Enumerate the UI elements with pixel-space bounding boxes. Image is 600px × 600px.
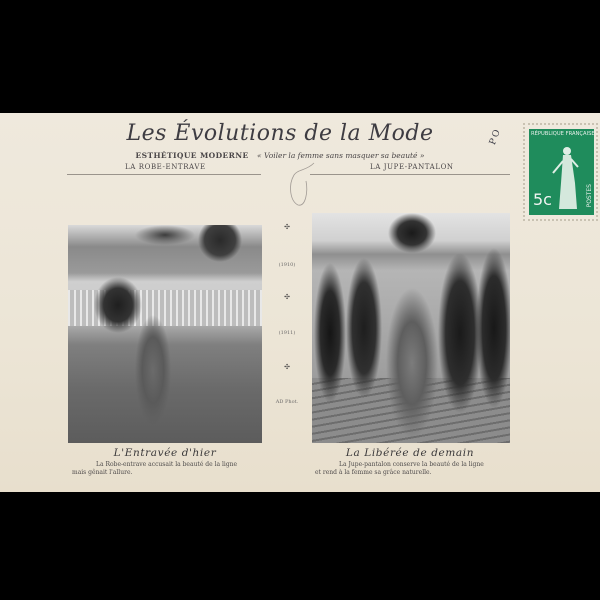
- stamp-face: [529, 129, 594, 215]
- postcard: [0, 113, 600, 492]
- sower-figure-icon: [551, 143, 579, 213]
- right-label: LA JUPE-PANTALON: [370, 163, 454, 171]
- right-caption: La Libérée de demain: [345, 447, 475, 459]
- stamp-value: 5c: [533, 190, 552, 209]
- right-desc-line-2: et rend à la femme sa grâce naturelle.: [315, 469, 432, 476]
- left-desc-line-1: La Robe-entrave accusait la beauté de la ligne: [96, 461, 238, 468]
- ornament-icon: ✣: [284, 223, 290, 231]
- left-photo: [68, 225, 262, 443]
- left-label: LA ROBE-ENTRAVE: [125, 163, 206, 171]
- postmark: PO: [488, 126, 504, 147]
- subtitle-quote: « Voiler la femme sans masquer sa beauté »: [257, 151, 425, 160]
- left-caption: L'Entravée d'hier: [113, 447, 217, 459]
- year-1911: (1911): [278, 330, 296, 336]
- left-desc-line-2: mais gênait l'allure.: [72, 469, 133, 476]
- ornament-icon: ✣: [284, 363, 290, 371]
- postage-stamp: [523, 123, 598, 221]
- photo-credit: AD Phot.: [275, 399, 299, 405]
- ink-scribble-icon: [284, 161, 324, 211]
- year-1910: (1910): [278, 262, 296, 268]
- left-divider: [67, 174, 261, 175]
- right-divider: [310, 174, 510, 175]
- stamp-country: RÉPUBLIQUE FRANÇAISE: [531, 131, 595, 137]
- postcard-subtitle: [0, 151, 560, 160]
- right-desc-line-1: La Jupe-pantalon conserve la beauté de la ligne: [339, 461, 484, 468]
- right-photo: [312, 213, 510, 443]
- stamp-side-text: POSTES: [586, 183, 593, 207]
- postcard-title: Les Évolutions de la Mode: [126, 121, 434, 146]
- left-description: [72, 461, 264, 477]
- subtitle-caps: ESTHÉTIQUE MODERNE: [135, 151, 249, 160]
- right-description: [315, 461, 507, 477]
- ornament-icon: ✣: [284, 293, 290, 301]
